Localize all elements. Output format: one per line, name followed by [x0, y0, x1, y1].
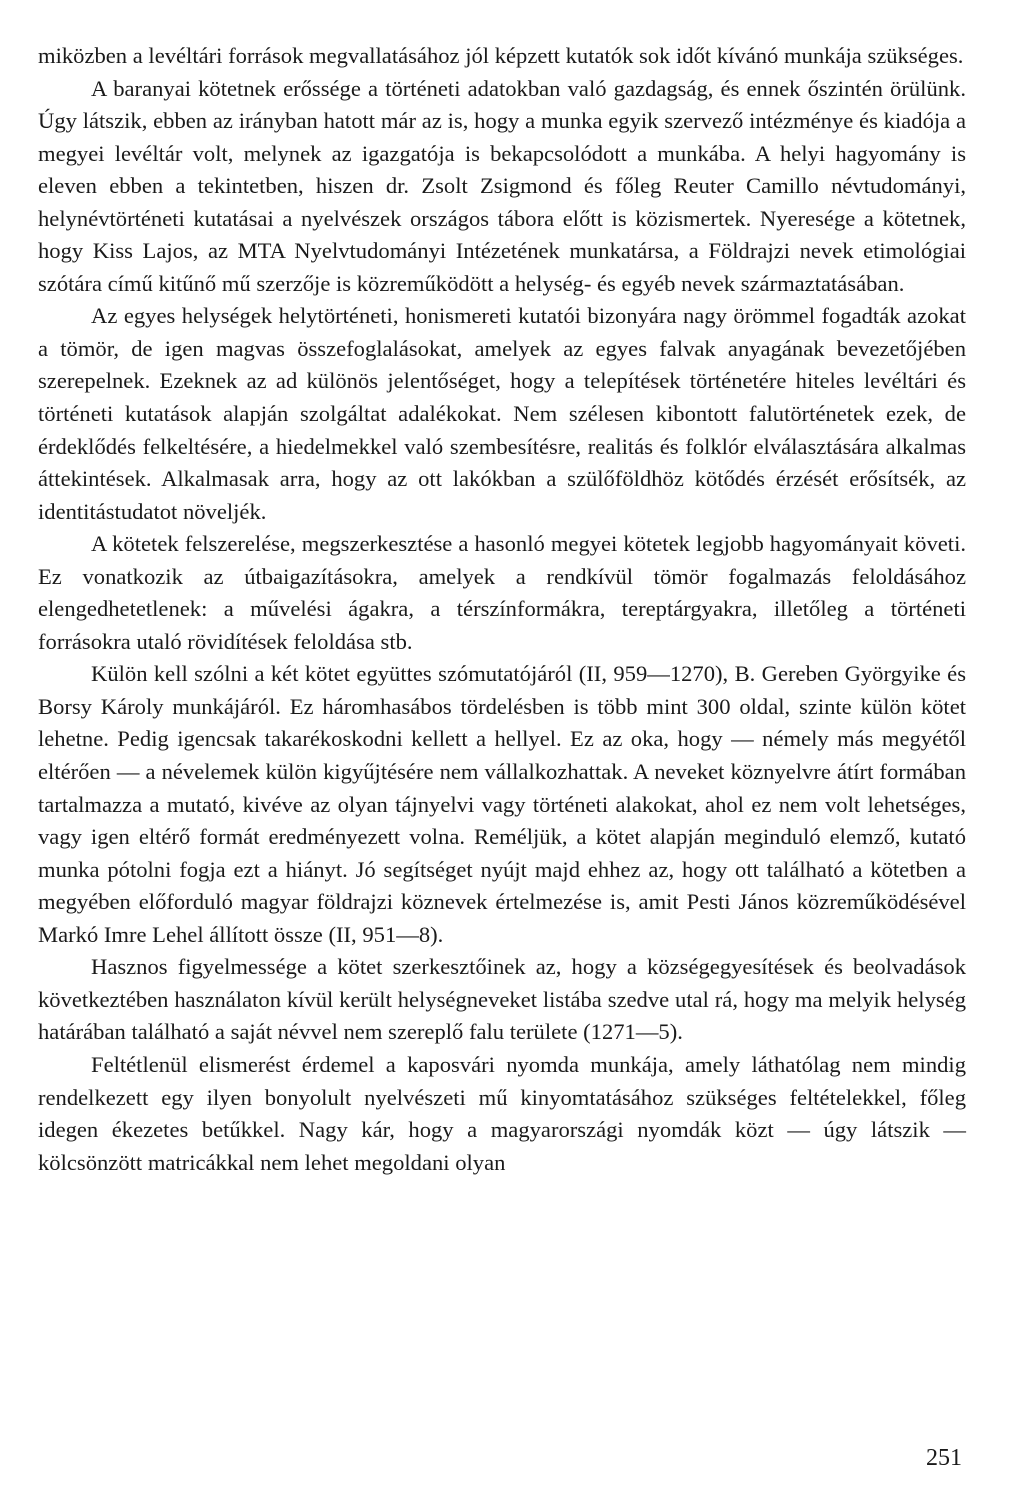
- paragraph: Külön kell szólni a két kötet együttes szómutatójáról (II, 959—1270), B. Gereben Györgyike és Borsy Károly munkájáról. Ez háromhasábos tördelésben is több mint 300 oldal, szinte külön kötet lehetne. Pedig igencsak takarékoskodni kellett a hellyel. Ez az oka, hogy — némely más megyétől eltérően — a névelemek külön kigyűjtésére nem vállalkozhattak. A neveket köznyelvre átírt formában tartalmazza a mutató, kivéve az olyan tájnyelvi vagy történeti alakokat, ahol ez nem volt lehetséges, vagy igen eltérő formát eredményezett volna. Reméljük, a kötet alapján meginduló elemző, kutató munka pótolni fogja ezt a hiányt. Jó segítséget nyújt majd ehhez az, hogy ott található a kötetben a megyében előforduló magyar földrajzi köznevek értelmezése is, amit Pesti János közreműködésével Markó Imre Lehel állított össze (II, 951—8).: [38, 661, 966, 947]
- body-text: [38, 40, 966, 1179]
- paragraph: Az egyes helységek helytörténeti, honismereti kutatói bizonyára nagy örömmel fogadták azokat a tömör, de igen magvas összefoglalásokat, amelyek az egyes falvak anyagának bevezetőjében szerepelnek. Ezeknek az ad különös jelentőséget, hogy a telepítések történetére hiteles levéltári és történeti kutatások alapján szolgáltat adalékokat. Nem szélesen kibontott falutörténetek ezek, de érdeklődés felkeltésére, a hiedelmekkel való szembesítésre, realitás és folklór elválasztására alkalmas áttekintések. Alkalmasak arra, hogy az ott lakókban a szülőföldhöz kötődés érzését erősítsék, az identitástudatot növeljék.: [38, 303, 966, 524]
- page-number: 251: [926, 1445, 962, 1471]
- paragraph: Hasznos figyelmessége a kötet szerkesztőinek az, hogy a községegyesítések és beolvadások következtében használaton kívül került helységneveket listába szedve utal rá, hogy ma melyik helység határában található a saját névvel nem szereplő falu területe (1271—5).: [38, 954, 966, 1045]
- paragraph: A kötetek felszerelése, megszerkesztése a hasonló megyei kötetek legjobb hagyományait követi. Ez vonatkozik az útbaigazításokra, amelyek a rendkívül tömör fogalmazás feloldásához elengedhetetlenek: a művelési ágakra, a térszínformákra, tereptárgyakra, illetőleg a történeti forrásokra utaló rövidítések feloldása stb.: [38, 531, 966, 654]
- paragraph-continuation: miközben a levéltári források megvallatásához jól képzett kutatók sok időt kívánó munkája szükséges.: [38, 43, 964, 68]
- paragraph: Feltétlenül elismerést érdemel a kaposvári nyomda munkája, amely láthatólag nem mindig rendelkezett egy ilyen bonyolult nyelvészeti mű kinyomtatásához szükséges feltételekkel, főleg idegen ékezetes betűkkel. Nagy kár, hogy a magyarországi nyomdák közt — úgy látszik — kölcsönzött matricákkal nem lehet megoldani olyan: [38, 1051, 966, 1175]
- paragraph: A baranyai kötetnek erőssége a történeti adatokban való gazdagság, és ennek őszintén örülünk. Úgy látszik, ebben az irányban hatott már az is, hogy a munka egyik szervező intézménye és kiadója a megyei levéltár volt, melynek az igazgatója is bekapcsolódott a munkába. A helyi hagyomány is eleven ebben a tekintetben, hiszen dr. Zsolt Zsigmond és főleg Reuter Camillo névtudományi, helynévtörténeti kutatásai a nyelvészek országos tábora előtt is közismertek. Nyeresége a kötetnek, hogy Kiss Lajos, az MTA Nyelvtudományi Intézetének munkatársa, a Földrajzi nevek etimológiai szótára című kitűnő mű szerzője is közreműködött a helység- és egyéb nevek származtatásában.: [38, 75, 966, 296]
